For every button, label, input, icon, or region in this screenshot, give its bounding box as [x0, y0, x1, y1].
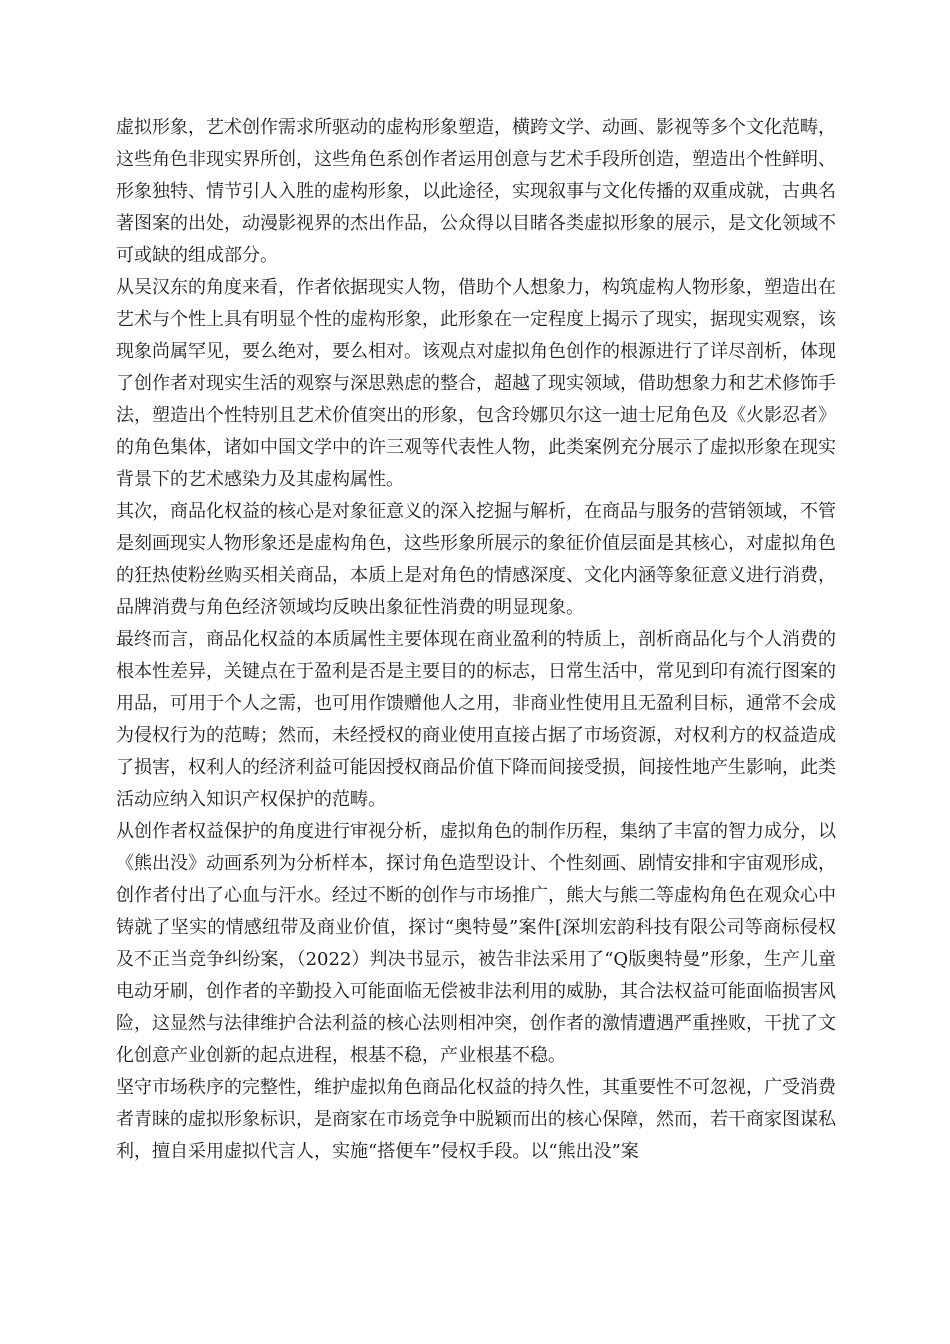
paragraph-4: 最终而言，商品化权益的本质属性主要体现在商业盈利的特质上，剖析商品化与个人消费的根本性差异，关键点在于盈利是否是主要目的的标志，日常生活中，常见到印有流行图案的用品，可用于个人之需，也可用作馈赠他人之用，非商业性使用且无盈利目标，通常不会成为侵权行为的范畴；然而，未经授权的商业使用直接占据了市场资源，对权利方的权益造成了损害，权利人的经济利益可能因授权商品价值下降而间接受损，间接性地产生影响，此类活动应纳入知识产权保护的范畴。: [116, 629, 836, 810]
paragraph-6: 坚守市场秩序的完整性，维护虚拟角色商品化权益的持久性，其重要性不可忽视，广受消费者青睐的虚拟形象标识，是商家在市场竞争中脱颖而出的核心保障，然而，若干商家图谋私利，擅自采用虚拟代言人，实施“搭便车”侵权手段。以“熊出没”案: [116, 1077, 836, 1162]
paragraph-1: 虚拟形象，艺术创作需求所驱动的虚构形象塑造，横跨文学、动画、影视等多个文化范畴，这些角色非现实界所创，这些角色系创作者运用创意与艺术手段所创造，塑造出个性鲜明、形象独特、情节引人入胜的虚构形象，以此途径，实现叙事与文化传播的双重成就，古典名著图案的出处，动漫影视界的杰出作品，公众得以目睹各类虚拟形象的展示，是文化领域不可或缺的组成部分。: [116, 117, 836, 266]
paragraph-5: 从创作者权益保护的角度进行审视分析，虚拟角色的制作历程，集纳了丰富的智力成分，以《熊出没》动画系列为分析样本，探讨角色造型设计、个性刻画、剧情安排和宇宙观形成，创作者付出了心血与汗水。经过不断的创作与市场推广，熊大与熊二等虚构角色在观众心中铸就了坚实的情感纽带及商业价值，探讨“奥特曼”案件[深圳宏韵科技有限公司等商标侵权及不正当竞争纠纷案，（2022）判决书显示，被告非法采用了“Q版奥特曼”形象，生产儿童电动牙刷，创作者的辛勤投入可能面临无偿被非法利用的威胁，其合法权益可能面临损害风险，这显然与法律维护合法利益的核心法则相冲突，创作者的激情遭遇严重挫败，干扰了文化创意产业创新的起点进程，根基不稳，产业根基不稳。: [116, 821, 836, 1066]
paragraph-3: 其次，商品化权益的核心是对象征意义的深入挖掘与解析，在商品与服务的营销领域，不管是刻画现实人物形象还是虚构角色，这些形象所展示的象征价值层面是其核心，对虚拟角色的狂热使粉丝购买相关商品，本质上是对角色的情感深度、文化内涵等象征意义进行消费，品牌消费与角色经济领域均反映出象征性消费的明显现象。: [116, 501, 836, 618]
document-body: [116, 112, 836, 1168]
paragraph-2: 从吴汉东的角度来看，作者依据现实人物，借助个人想象力，构筑虚构人物形象，塑造出在艺术与个性上具有明显个性的虚构形象，此形象在一定程度上揭示了现实，据现实观察，该现象尚属罕见，要么绝对，要么相对。该观点对虚拟角色创作的根源进行了详尽剖析，体现了创作者对现实生活的观察与深思熟虑的整合，超越了现实领域，借助想象力和艺术修饰手法，塑造出个性特别且艺术价值突出的形象，包含玲娜贝尔这一迪士尼角色及《火影忍者》的角色集体，诸如中国文学中的许三观等代表性人物，此类案例充分展示了虚拟形象在现实背景下的艺术感染力及其虚构属性。: [116, 277, 836, 490]
